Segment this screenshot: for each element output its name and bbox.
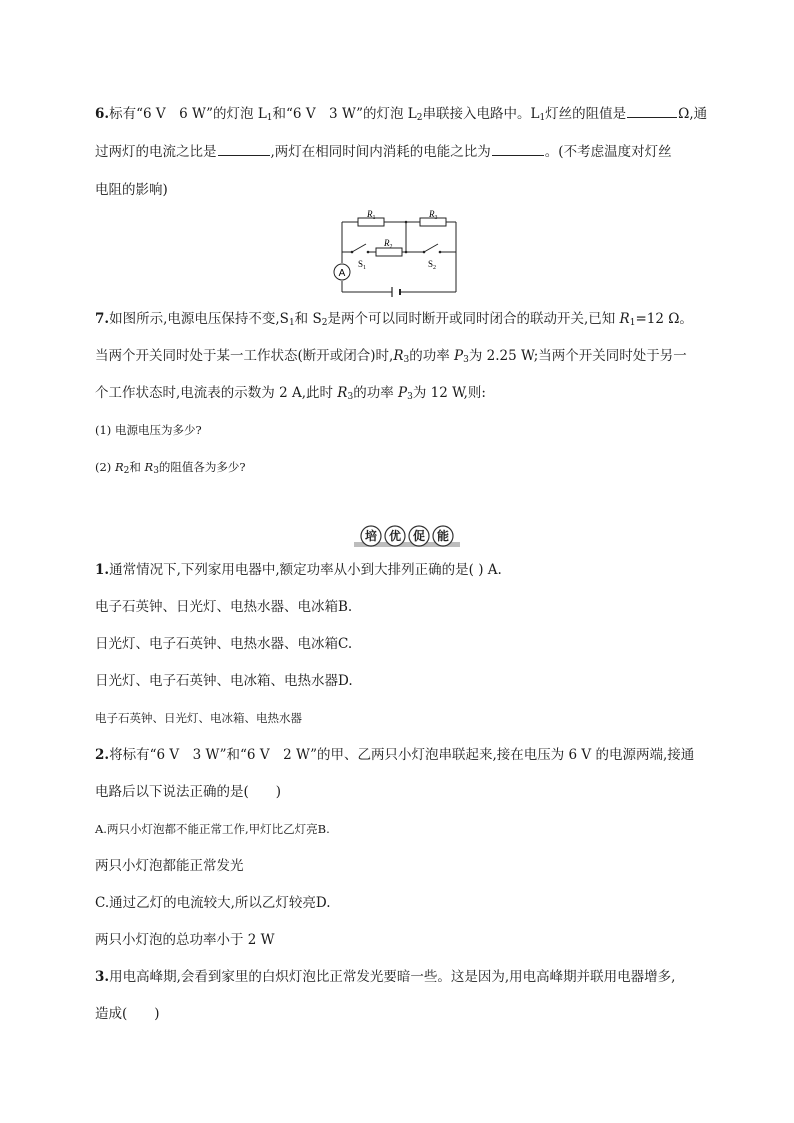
b2-line-1: 2.将标有“6 V 3 W”和“6 V 2 W”的甲、乙两只小灯泡串联起来,接在电压为 6 V 的电源两端,接通	[95, 747, 695, 763]
ammeter-label: A	[338, 268, 346, 279]
q6-line-2: 过两灯的电流之比是 ,两灯在相同时间内消耗的电能之比为 。(不考虑温度对灯丝	[95, 144, 672, 160]
label-r2: $R_2$	[384, 238, 393, 250]
q6-blank-resistance[interactable]	[627, 105, 677, 118]
q6-line-1: 6.标有“6 V 6 W”的灯泡 $L_1$和“6 V 3 W”的灯泡 $L_2$串联接入电路中。$L_1$灯丝的阻值是 Ω,通	[95, 106, 708, 123]
q7-line-1: 7.如图所示,电源电压保持不变$,S_1$和 $S_2$是两个可以同时断开或同时闭合的联动开关,已知 $R_1=12$ Ω。	[95, 311, 693, 328]
b1-number: 1.	[95, 562, 110, 578]
b2-option-c: C.通过乙灯的电流较大,所以乙灯较亮D.	[95, 895, 331, 911]
q6-number: 6.	[95, 106, 110, 122]
b3-number: 3.	[95, 969, 110, 985]
b2-option-b: 两只小灯泡都能正常发光	[95, 858, 244, 874]
section-banner	[354, 524, 460, 552]
b2-line-2: 电路后以下说法正确的是( )	[95, 784, 282, 800]
q7-part-2: (2) $R_2$和 $R_3$的阻值各为多少?	[95, 460, 246, 476]
b1-line-2: 电子石英钟、日光灯、电热水器、电冰箱B.	[95, 599, 353, 615]
banner-char-4: 能	[436, 529, 450, 543]
banner-char-1: 培	[364, 529, 378, 543]
b1-line-1: 1.通常情况下,下列家用电器中,额定功率从小到大排列正确的是( ) A.	[95, 562, 502, 578]
b1-line-3: 日光灯、电子石英钟、电热水器、电冰箱C.	[95, 636, 353, 652]
label-r3: $R_3$	[429, 210, 438, 221]
q7-line-2: 当两个开关同时处于某一工作状态(断开或闭合)时$,R_3$的功率 $P_3$为 2.25 W;当两个开关同时处于另一	[95, 348, 687, 365]
q7-part-1: (1) 电源电压为多少?	[95, 423, 202, 437]
q7-number: 7.	[95, 311, 110, 327]
b3-line-2: 造成( )	[95, 1006, 160, 1022]
q7-line-3: 个工作状态时,电流表的示数为 2 A,此时 $R_3$的功率 $P_3$为 12 W,则:	[95, 385, 486, 402]
b2-option-d: 两只小灯泡的总功率小于 2 W	[95, 932, 275, 948]
q6-blank-energy-ratio[interactable]	[492, 143, 544, 156]
b3-line-1: 3.用电高峰期,会看到家里的白炽灯泡比正常发光要暗一些。这是因为,用电高峰期并联用电器增多,	[95, 969, 676, 985]
b2-number: 2.	[95, 747, 110, 763]
label-r1: $R_1$	[367, 210, 376, 221]
q6-blank-current-ratio[interactable]	[218, 143, 270, 156]
label-s2: $S_2$	[428, 259, 437, 271]
banner-char-3: 促	[412, 529, 426, 543]
b1-line-5: 电子石英钟、日光灯、电冰箱、电热水器	[95, 711, 302, 725]
q6-line-3: 电阻的影响)	[95, 182, 168, 198]
b1-line-4: 日光灯、电子石英钟、电冰箱、电热水器D.	[95, 673, 353, 689]
banner-char-2: 优	[388, 529, 402, 543]
label-s1: $S_1$	[358, 259, 367, 271]
b2-option-a: A.两只小灯泡都不能正常工作,甲灯比乙灯亮B.	[95, 822, 330, 836]
circuit-diagram	[328, 210, 468, 300]
